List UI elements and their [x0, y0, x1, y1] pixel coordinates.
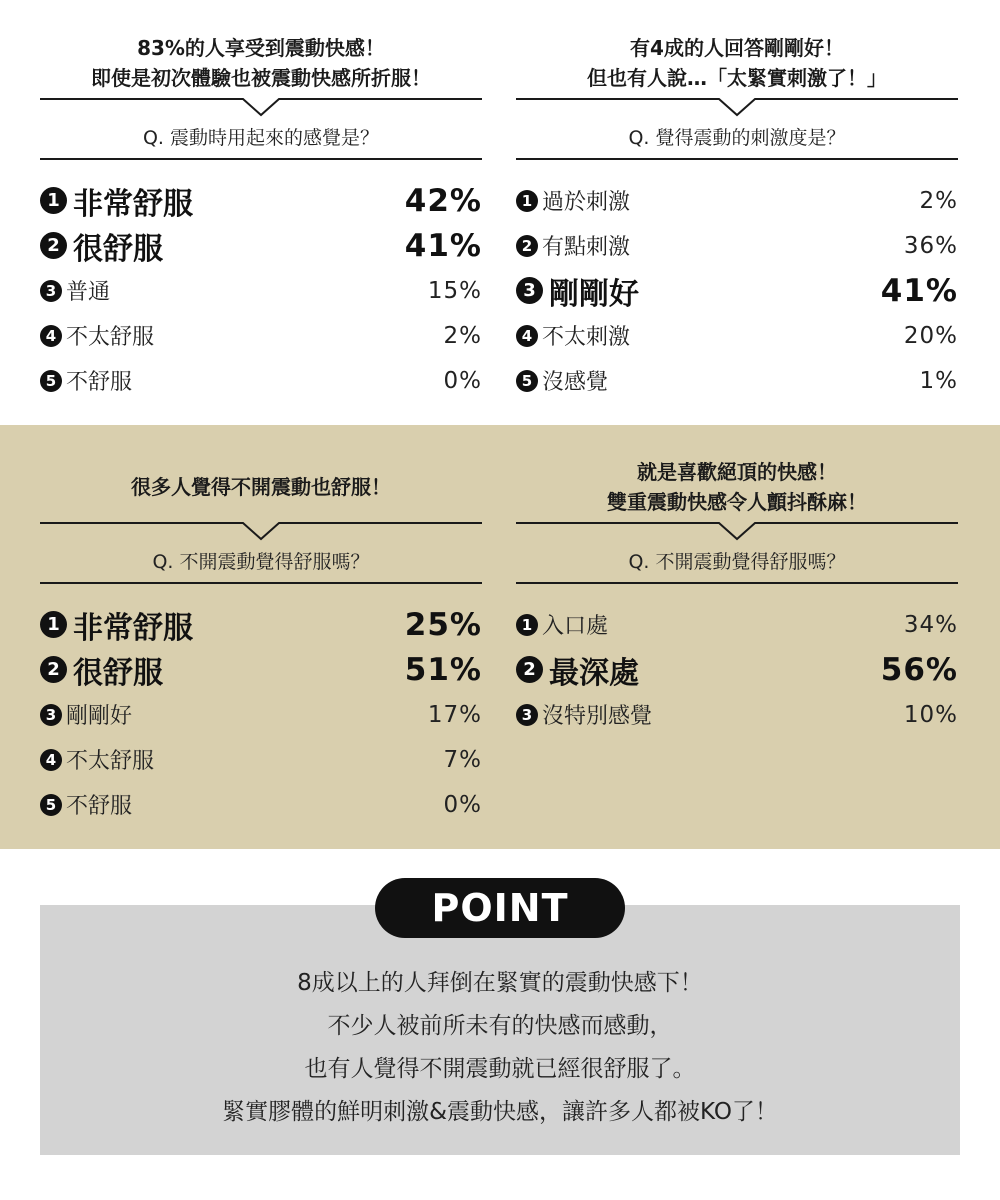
answer-percentage: 42%: [404, 182, 482, 219]
answer-row: [40, 647, 482, 692]
answer-number-badge: 3: [516, 704, 538, 726]
answer-row: [516, 223, 958, 268]
answer-text: 非常舒服: [73, 610, 193, 646]
answer-percentage: 36%: [903, 232, 958, 259]
answer-text: 沒特別感覺: [542, 704, 653, 729]
answer-text: 剛剛好: [66, 704, 133, 729]
question-divider: [40, 158, 482, 160]
answer-row: [516, 313, 958, 358]
answer-label: [40, 699, 132, 730]
answer-number-badge: 2: [516, 656, 543, 683]
answer-text: 很舒服: [73, 655, 163, 691]
answer-row: [40, 268, 482, 313]
answer-percentage: 2%: [919, 187, 958, 214]
answer-label: [40, 179, 193, 223]
survey-card: [40, 28, 482, 403]
answer-text: 不太舒服: [66, 325, 155, 350]
answer-number-badge: 2: [40, 232, 67, 259]
point-line: 不少人被前所未有的快感而感動，: [327, 1013, 673, 1039]
answer-row: [516, 647, 958, 692]
answer-number-badge: 2: [40, 656, 67, 683]
answer-text: 不舒服: [66, 370, 133, 395]
point-line: 也有人覺得不開震動就已經很舒服了。: [304, 1056, 696, 1082]
answer-percentage: 7%: [443, 746, 482, 773]
question-divider: [40, 582, 482, 584]
title-divider-notch: [516, 522, 958, 542]
answer-number-badge: 5: [40, 370, 62, 392]
answer-text: 最深處: [549, 655, 639, 691]
answer-percentage: 15%: [427, 277, 482, 304]
card-title-line: 有4成的人回答剛剛好！: [630, 36, 844, 60]
answer-text: 非常舒服: [73, 186, 193, 222]
answer-number-badge: 3: [40, 280, 62, 302]
answer-row: [516, 178, 958, 223]
answer-number-badge: 3: [516, 277, 543, 304]
answer-number-badge: 1: [516, 614, 538, 636]
card-title-line: 83%的人享受到震動快感！: [137, 36, 385, 60]
answer-percentage: 0%: [443, 791, 482, 818]
answer-row: [40, 178, 482, 223]
answer-text: 不太舒服: [66, 749, 155, 774]
survey-card: [40, 452, 482, 827]
point-line: 緊實膠體的鮮明刺激&震動快感，讓許多人都被KO了！: [222, 1099, 778, 1125]
answer-label: [516, 320, 630, 351]
answer-row: [40, 737, 482, 782]
answer-number-badge: 1: [40, 611, 67, 638]
card-title-line: 就是喜歡絕頂的快感！: [637, 460, 837, 484]
card-title-line: 即使是初次體驗也被震動快感所折服！: [91, 66, 431, 90]
answer-text: 不太刺激: [542, 325, 631, 350]
answer-row: [40, 692, 482, 737]
title-divider-notch: [40, 98, 482, 118]
answer-row: [40, 782, 482, 827]
answer-label: [40, 603, 193, 647]
answer-label: [516, 648, 639, 692]
answer-text: 普通: [66, 280, 111, 305]
answer-percentage: 2%: [443, 322, 482, 349]
answer-percentage: 34%: [903, 611, 958, 638]
answer-label: [516, 609, 608, 640]
card-title: [40, 452, 482, 522]
answer-number-badge: 4: [40, 749, 62, 771]
answer-number-badge: 3: [40, 704, 62, 726]
answer-percentage: 20%: [903, 322, 958, 349]
answer-text: 過於刺激: [542, 190, 631, 215]
answer-row: [40, 358, 482, 403]
answer-label: [40, 648, 163, 692]
answer-row: [40, 602, 482, 647]
answer-label: [40, 744, 154, 775]
answer-label: [40, 365, 132, 396]
answer-row: [516, 692, 958, 737]
point-badge: POINT: [375, 878, 625, 938]
answer-text: 入口處: [542, 614, 609, 639]
answer-label: [516, 269, 639, 313]
question-text: Q. 不開震動覺得舒服嗎？: [628, 551, 846, 573]
answer-label: [40, 275, 110, 306]
point-text: [40, 962, 960, 1134]
answer-percentage: 1%: [919, 367, 958, 394]
answer-row: [40, 313, 482, 358]
card-title: [516, 28, 958, 98]
title-divider-notch: [516, 98, 958, 118]
card-title-line: 很多人覺得不開震動也舒服！: [131, 475, 391, 499]
survey-card: [516, 28, 958, 403]
survey-card: [516, 452, 958, 737]
answer-row: [516, 268, 958, 313]
answer-number-badge: 1: [40, 187, 67, 214]
answer-number-badge: 4: [516, 325, 538, 347]
answer-label: [516, 230, 630, 261]
answer-percentage: 17%: [427, 701, 482, 728]
card-title-line: 但也有人說…「太緊實刺激了！」: [587, 66, 887, 90]
answer-text: 不舒服: [66, 794, 133, 819]
answer-percentage: 25%: [404, 606, 482, 643]
answer-label: [516, 365, 608, 396]
answer-text: 沒感覺: [542, 370, 609, 395]
answer-number-badge: 5: [40, 794, 62, 816]
answer-percentage: 56%: [880, 651, 958, 688]
answer-row: [40, 223, 482, 268]
answer-label: [516, 185, 630, 216]
point-line: 8成以上的人拜倒在緊實的震動快感下！: [297, 970, 703, 996]
question-divider: [516, 582, 958, 584]
answer-text: 有點刺激: [542, 235, 631, 260]
answer-percentage: 0%: [443, 367, 482, 394]
answer-text: 很舒服: [73, 231, 163, 267]
answer-label: [40, 789, 132, 820]
card-title: [40, 28, 482, 98]
answer-label: [40, 224, 163, 268]
question-text: Q. 不開震動覺得舒服嗎？: [152, 551, 370, 573]
answer-row: [516, 602, 958, 647]
answer-percentage: 41%: [880, 272, 958, 309]
title-divider-notch: [40, 522, 482, 542]
answer-percentage: 51%: [404, 651, 482, 688]
answer-percentage: 41%: [404, 227, 482, 264]
answer-number-badge: 2: [516, 235, 538, 257]
question-text: Q. 覺得震動的刺激度是？: [628, 127, 846, 149]
answer-number-badge: 5: [516, 370, 538, 392]
answer-percentage: 10%: [903, 701, 958, 728]
answer-label: [40, 320, 154, 351]
card-title-line: 雙重震動快感令人顫抖酥麻！: [607, 490, 867, 514]
answer-label: [516, 699, 652, 730]
card-title: [516, 452, 958, 522]
answer-number-badge: 1: [516, 190, 538, 212]
answer-text: 剛剛好: [549, 276, 639, 312]
answer-row: [516, 358, 958, 403]
question-text: Q. 震動時用起來的感覺是？: [142, 127, 380, 149]
question-divider: [516, 158, 958, 160]
answer-number-badge: 4: [40, 325, 62, 347]
